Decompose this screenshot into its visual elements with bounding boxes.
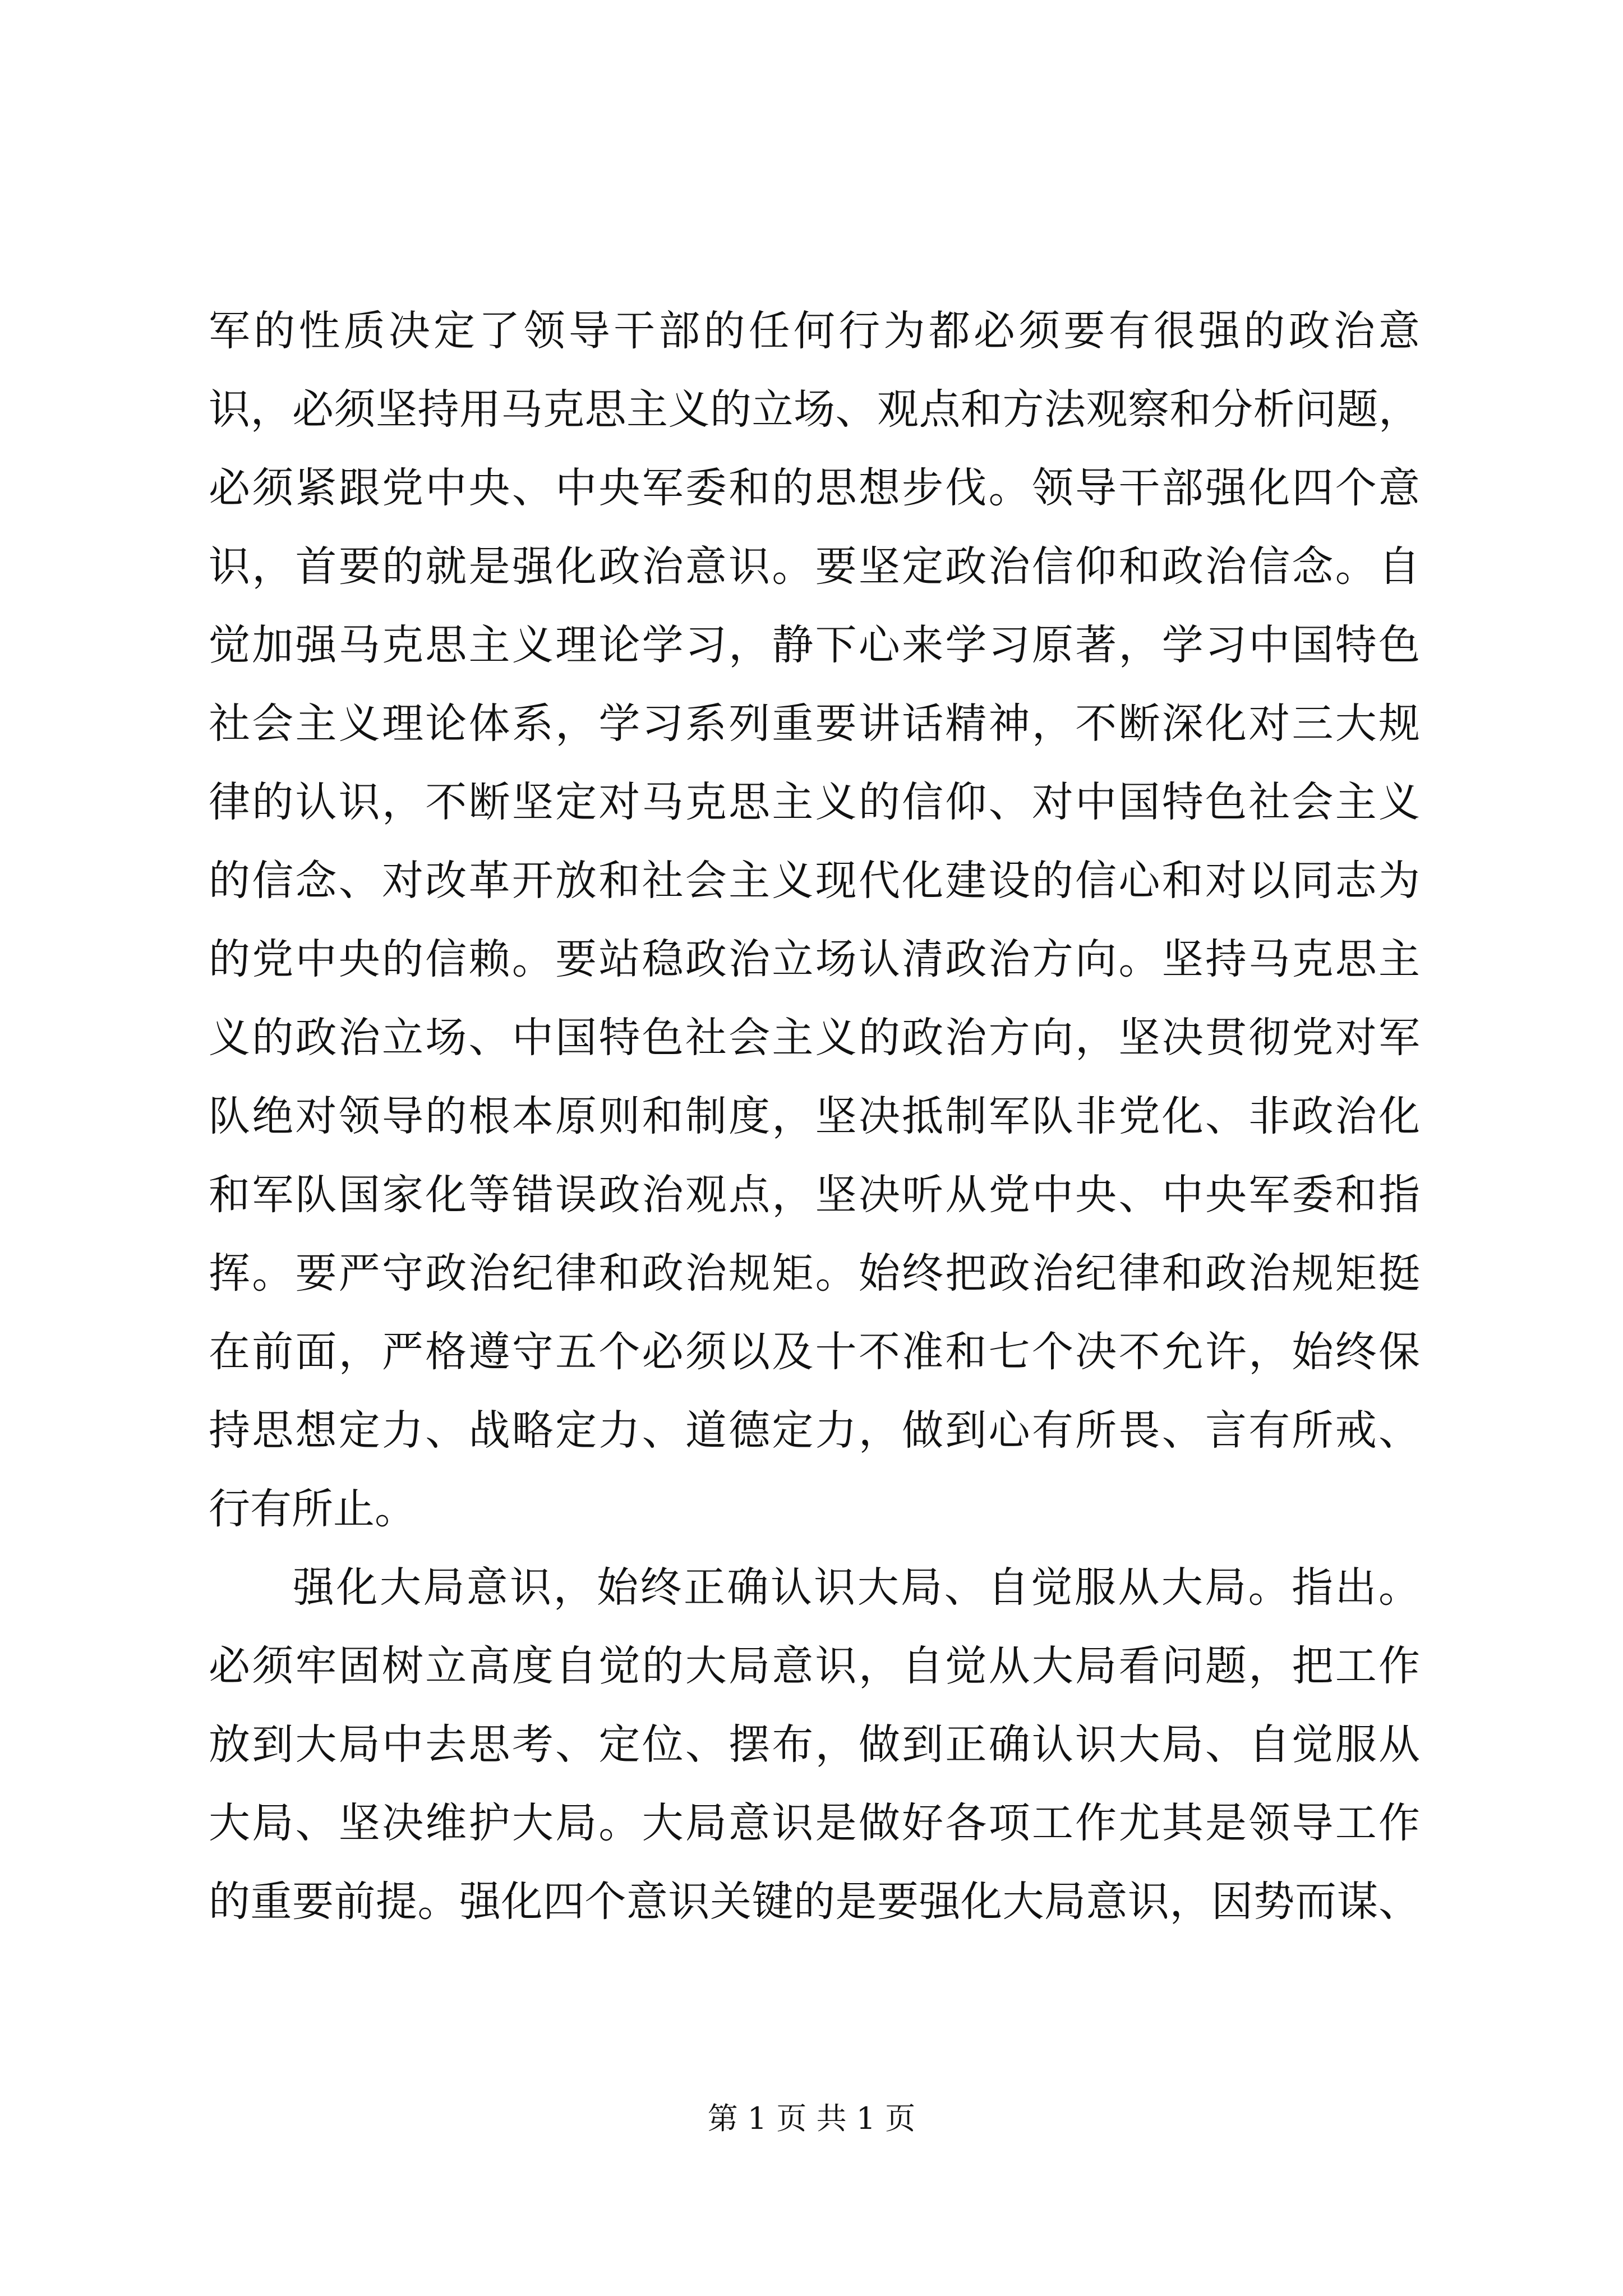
text-line: 律的认识，不断坚定对马克思主义的信仰、对中国特色社会主义 (209, 778, 1420, 826)
text-line: 的党中央的信赖。要站稳政治立场认清政治方向。坚持马克思主 (209, 935, 1420, 983)
text-line: 觉加强马克思主义理论学习，静下心来学习原著，学习中国特色 (209, 621, 1420, 669)
text-line: 挥。要严守政治纪律和政治规矩。始终把政治纪律和政治规矩挺 (209, 1249, 1420, 1297)
text-line: 行有所止。 (209, 1485, 416, 1533)
text-line: 队绝对领导的根本原则和制度，坚决抵制军队非党化、非政治化 (209, 1092, 1420, 1140)
text-line: 大局、坚决维护大局。大局意识是做好各项工作尤其是领导工作 (209, 1799, 1420, 1847)
page-number-footer: 第 1 页 共 1 页 (707, 2101, 916, 2136)
text-line: 强化大局意识，始终正确认识大局、自觉服从大局。指出。 (293, 1563, 1420, 1612)
text-line: 的重要前提。强化四个意识关键的是要强化大局意识，因势而谋、 (209, 1878, 1420, 1926)
text-line: 持思想定力、战略定力、道德定力，做到心有所畏、言有所戒、 (209, 1406, 1420, 1455)
text-line: 识，首要的就是强化政治意识。要坚定政治信仰和政治信念。自 (209, 542, 1420, 591)
document-body (209, 292, 1420, 1941)
text-line: 识，必须坚持用马克思主义的立场、观点和方法观察和分析问题， (209, 385, 1420, 434)
text-line: 的信念、对改革开放和社会主义现代化建设的信心和对以同志为 (209, 857, 1420, 905)
text-line: 放到大局中去思考、定位、摆布，做到正确认识大局、自觉服从 (209, 1720, 1420, 1769)
text-line: 义的政治立场、中国特色社会主义的政治方向，坚决贯彻党对军 (209, 1014, 1420, 1062)
text-line: 军的性质决定了领导干部的任何行为都必须要有很强的政治意 (209, 307, 1420, 355)
text-line: 和军队国家化等错误政治观点，坚决听从党中央、中央军委和指 (209, 1171, 1420, 1219)
text-line: 在前面，严格遵守五个必须以及十不准和七个决不允许，始终保 (209, 1328, 1420, 1376)
text-line: 社会主义理论体系，学习系列重要讲话精神，不断深化对三大规 (209, 700, 1420, 748)
text-line: 必须牢固树立高度自觉的大局意识，自觉从大局看问题，把工作 (209, 1642, 1420, 1690)
text-line: 必须紧跟党中央、中央军委和的思想步伐。领导干部强化四个意 (209, 464, 1420, 512)
